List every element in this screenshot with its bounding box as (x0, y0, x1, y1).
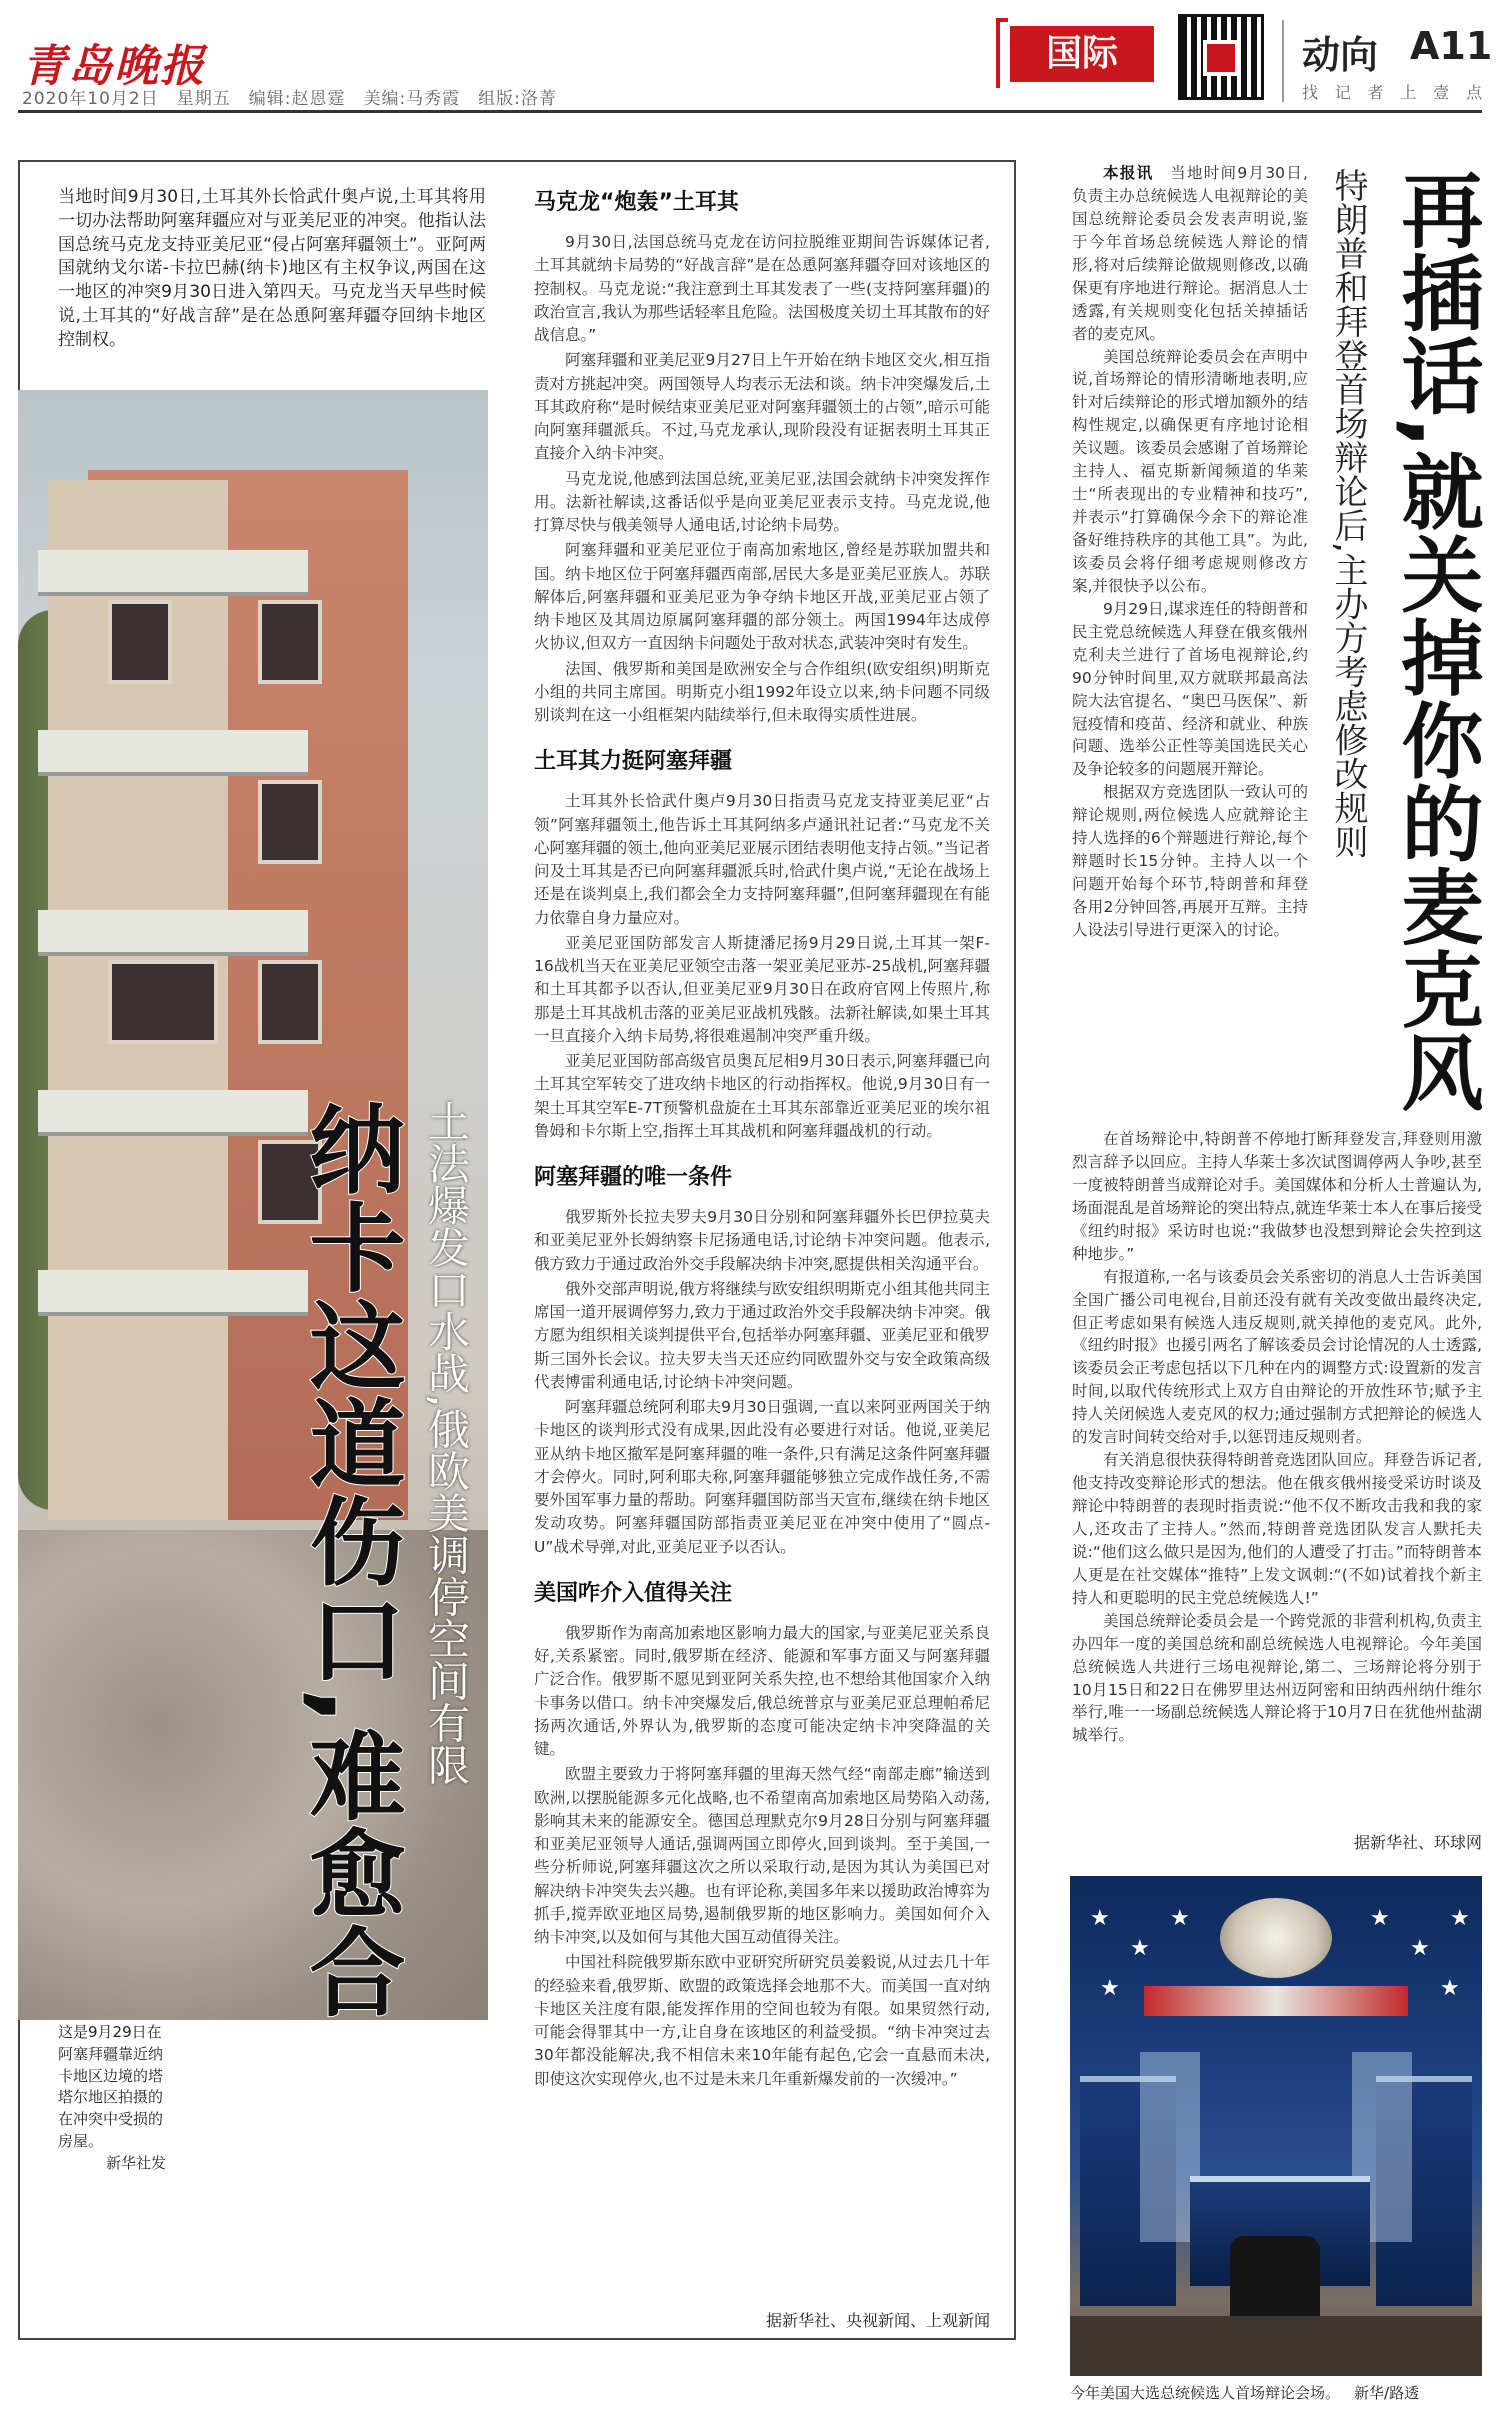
section-heading: 美国咋介入值得关注 (534, 1580, 733, 1606)
lead-tag: 本报讯 (1103, 164, 1154, 182)
paragraph: 阿塞拜疆和亚美尼亚9月27日上午开始在纳卡地区交火,相互指责对方挑起冲突。两国领导人均表示无法和谈。纳卡冲突爆发后,土耳其政府称“是时候结束亚美尼亚对阿塞拜疆领土的占领”,暗示可能向阿塞拜疆派兵。不过,马克龙承认,现阶段没有证据表明土耳其正直接介入纳卡冲突。 (534, 351, 990, 463)
paragraph: 法国、俄罗斯和美国是欧洲安全与合作组织(欧安组织)明斯克小组的共同主席国。明斯克小组1992年设立以来,纳卡问题不同级别谈判在这一小组框架内陆续举行,但未取得实质性进展。 (534, 659, 990, 724)
editor-label-char: 上 (1400, 83, 1417, 102)
newspaper-logo: 青岛晚报 (22, 41, 206, 92)
editor-labels (1302, 80, 1482, 103)
section-heading: 阿塞拜疆的唯一条件 (534, 1165, 733, 1190)
paragraph-text: 当地时间9月30日,负责主办总统候选人电视辩论的美国总统辩论委员会发表声明说,鉴于今年首场总统候选人辩论的情形,将对后续辩论做规则修改,以确保更有序地进行辩论。据消息人士透露,有关规则变化包括关掉插话者的麦克风。 (1072, 164, 1308, 343)
debate-body-narrow (1072, 162, 1308, 942)
paragraph: 根据双方竞选团队一致认可的辩论规则,两位候选人应就辩论主持人选择的6个辩题进行辩论,每个辩题时长15分钟。主持人以一个问题开始每个环节,特朗普和拜登各用2分钟回答,再展开互辩。主持人设法引导进行更深入的讨论。 (1072, 783, 1308, 939)
photo-caption (58, 2022, 166, 2174)
paragraph: 有关消息很快获得特朗普竞选团队回应。拜登告诉记者,他支持改变辩论形式的想法。他在俄亥俄州接受采访时谈及辩论中特朗普的表现时指责说:“他不仅不断攻击我和我的家人,还攻击了主持人。”然而,特朗普竞选团队发言人默托夫说:“他们这么做只是因为,他们的人遭受了打击。”而特朗普本人更是在社交媒体“推特”上发文讽刺:“(不如)试着找个新主持人和更聪明的民主党总统候选人!” (1072, 1451, 1482, 1607)
photo-credit: 新华社发 (105, 2153, 166, 2172)
debate-subheadline: 特朗普和拜登首场辩论后,主办方考虑修改规则 (1328, 168, 1368, 859)
section-heading: 土耳其力挺阿塞拜疆 (534, 749, 733, 775)
section-name: 动向 (1302, 33, 1379, 77)
paragraph: 9月29日,谋求连任的特朗普和民主党总统候选人拜登在俄亥俄州克利夫兰进行了首场电视辩论,约90分钟时间里,双方就联邦最高法院大法官提名、“奥巴马医保”、新冠疫情和疫苗、经济和就业、种族问题、选举公正性等美国选民关心及争论较多的问题展开辩论。 (1072, 599, 1309, 779)
paragraph: 有报道称,一名与该委员会关系密切的消息人士告诉美国全国广播公司电视台,目前还没有就有关改变做出最终决定,但正考虑如果有候选人违反规则,就关掉他的麦克风。此外,《纽约时报》也援引两名了解该委员会讨论情况的人士透露,该委员会正考虑包括以下几种在内的调整方式:设置新的发言时间,以取代传统形式上双方自由辩论的开放性环节;赋予主持人关闭候选人麦克风的权力;通过强制方式把辩论的候选人的发言时间转交给对手,以惩罚违反规则者。 (1072, 1267, 1482, 1447)
debate-photo-caption (1070, 2382, 1482, 2403)
paragraph: 美国总统辩论委员会是一个跨党派的非营利机构,负责主办四年一度的美国总统和副总统候选人电视辩论。今年美国总统候选人共进行三场电视辩论,第二、三场辩论将分别于10月15日和22日在佛罗里达州迈阿密和田纳西州纳什维尔举行,唯一一场副总统候选人辩论将于10月7日在犹他州盐湖城举行。 (1072, 1611, 1482, 1745)
paragraph: 俄罗斯外长拉夫罗夫9月30日分别和阿塞拜疆外长巴伊拉莫夫和亚美尼亚外长姆纳察卡尼扬通电话,讨论纳卡冲突问题。他表示,俄方致力于通过政治外交手段解决纳卡冲突,愿提供相关沟通平台。 (534, 1208, 990, 1273)
window (258, 600, 322, 684)
editor-label-char: 者 (1367, 83, 1384, 102)
section-heading: 马克龙“炮轰”土耳其 (534, 190, 739, 215)
qr-logo-icon (1203, 40, 1239, 76)
editor-label-char: 记 (1334, 83, 1351, 102)
paragraph (1072, 162, 1308, 346)
debate-stage-photo (1070, 1876, 1482, 2376)
top-rule (18, 110, 1482, 113)
feature-lead: 当地时间9月30日,土耳其外长恰武什奥卢说,土耳其将用一切办法帮助阿塞拜疆应对与亚美尼亚的冲突。他指认法国总统马克龙支持亚美尼亚“侵占阿塞拜疆领土”。亚阿两国就纳戈尔诺-卡拉巴赫(纳卡)地区有主权争议,两国在这一地区的冲突9月30日进入第四天。马克龙当天早些时候说,土耳其的“好战言辞”是在怂恿阿塞拜疆夺回纳卡地区控制权。 (58, 187, 486, 350)
editor-label-char: 点 (1465, 83, 1482, 102)
balcony (38, 730, 308, 776)
section-bracket-decoration (996, 18, 1008, 88)
feature-subheadline: 土法爆发口水战,俄欧美调停空间有限 (422, 1100, 471, 1786)
paragraph: 美国总统辩论委员会在声明中说,首场辩论的情形清晰地表明,应针对后续辩论的形式增加额外的结构性规定,以确保更有序地讨论相关议题。该委员会感谢了首场辩论主持人、福克斯新闻频道的华莱士“所表现出的专业精神和技巧”,并表示“打算确保今余下的辩论准备好维持秩序的其他工具”。为此,该委员会将仔细考虑规则修改方案,并很快予以公布。 (1072, 347, 1308, 595)
window (258, 960, 322, 1044)
balcony (38, 910, 308, 956)
stage-floor (1070, 2316, 1482, 2376)
feature-body-column (534, 186, 990, 2093)
photo-caption-text: 这是9月29日在阿塞拜疆靠近纳卡地区边境的塔塔尔地区拍摄的在冲突中受损的房屋。 (58, 2023, 164, 2150)
paragraph: 亚美尼亚国防部高级官员奥瓦尼相9月30日表示,阿塞拜疆已向土耳其空军转交了进攻纳卡地区的行动指挥权。他说,9月30日有一架土耳其空军E-7T预警机盘旋在土耳其东部靠近亚美尼亚的埃尔祖鲁姆和卡尔斯上空,指挥土耳其战机和阿塞拜疆战机的行动。 (534, 1052, 990, 1140)
paragraph: 土耳其外长恰武什奥卢9月30日指责马克龙支持亚美尼亚“占领”阿塞拜疆领土,他告诉土耳其阿纳多卢通讯社记者:“马克龙不关心阿塞拜疆的领土,他向亚美尼亚展示团结表明他支持占领。”当记者问及土耳其是否已向阿塞拜疆派兵时,恰武什奥卢说,“无论在战场上还是在谈判桌上,我们都会全力支持阿塞拜疆”,但阿塞拜疆现在有能力依靠自身力量应对。 (534, 792, 990, 927)
paragraph: 阿塞拜疆总统阿利耶夫9月30日强调,一直以来阿亚两国关于纳卡地区的谈判形式没有成果,因此没有必要进行对话。他说,亚美尼亚从纳卡地区撤军是阿塞拜疆的唯一条件,只有满足这条件阿塞拜疆才会停火。同时,阿利耶夫称,阿塞拜疆能够独立完成作战任务,不需要外国军事力量的帮助。阿塞拜疆国防部当天宣布,继续在纳卡地区发动攻势。阿塞拜疆国防部指责亚美尼亚在冲突中使用了“圆点-U”战术导弹,对此,亚美尼亚予以否认。 (534, 1398, 990, 1556)
editor-label-char: 找 (1302, 83, 1319, 102)
window (108, 600, 172, 684)
debate-photo-credit: 新华/路透 (1354, 2384, 1420, 2402)
paragraph: 马克龙说,他感到法国总统,亚美尼亚,法国会就纳卡冲突发挥作用。法新社解读,这番话似乎是向亚美尼亚表示支持。马克龙说,他打算尽快与俄美领导人通电话,讨论纳卡局势。 (534, 469, 990, 534)
paragraph: 欧盟主要致力于将阿塞拜疆的里海天然气经“南部走廊”输送到欧洲,以摆脱能源多元化战略,也不希望南高加索地区局势陷入动荡,影响其未来的能源安全。德国总理默克尔9月28日分别与阿塞拜疆和亚美尼亚领导人通话,强调两国立即停火,回到谈判。至于美国,一些分析师说,阿塞拜疆这次之所以采取行动,是因为其认为美国已对解决纳卡冲突失去兴趣。也有评论称,美国多年来以援助政治博弈为抓手,搅弄欧亚地区局势,遏制俄罗斯的地区影响力。美国如何介入纳卡冲突,以及如何与其他大国互动值得关注。 (534, 1765, 990, 1946)
feature-credit: 据新华社、央视新闻、上观新闻 (765, 2311, 990, 2330)
debate-credit: 据新华社、环球网 (1353, 1833, 1482, 1852)
seal-banner (1144, 1986, 1408, 2016)
debate-headline: 再插话,就关掉你的麦克风 (1388, 168, 1483, 1114)
debate-photo-caption-text: 今年美国大选总统候选人首场辩论会场。 (1070, 2384, 1341, 2402)
editor-label-char: 壹 (1433, 83, 1450, 102)
paragraph: 俄外交部声明说,俄方将继续与欧安组织明斯克小组其他共同主席国一道开展调停努力,致力于通过政治外交手段解决纳卡冲突。俄方愿为组织相关谈判提供平台,包括举办阿塞拜疆、亚美尼亚和俄罗斯三国外长会议。拉夫罗夫当天还应约同欧盟外交与安全政策高级代表博雷利通电话,讨论纳卡冲突问题。 (534, 1279, 990, 1391)
balcony (38, 550, 308, 596)
paragraph: 亚美尼亚国防部发言人斯捷潘尼扬9月29日说,土耳其一架F-16战机当天在亚美尼亚领空击落一架亚美尼亚苏-25战机,阿塞拜疆和土耳其都予以否认,但亚美尼亚9月30日在政府官网上传照片,称那是土耳其战机击落的亚美尼亚战机残骸。法新社解读,如果土耳其一旦直接介入纳卡局势,将很难遏制冲突严重升级。 (534, 933, 990, 1045)
paragraph: 俄罗斯作为南高加索地区影响力最大的国家,与亚美尼亚关系良好,关系紧密。同时,俄罗斯在经济、能源和军事方面又与阿塞拜疆广泛合作。俄罗斯不愿见到亚阿关系失控,也不想给其他国家介入纳卡事务以借口。纳卡冲突爆发后,俄总统普京与亚美尼亚总理帕希尼扬两次通话,外界认为,俄罗斯的态度可能决定纳卡冲突降温的关键。 (534, 1623, 990, 1758)
window (108, 960, 218, 1044)
header-divider (1282, 20, 1284, 102)
section-tag: 国际 (1010, 26, 1154, 82)
paragraph: 9月30日,法国总统马克龙在访问拉脱维亚期间告诉媒体记者,土耳其就纳卡局势的“好战言辞”是在怂恿阿塞拜疆夺回对该地区的控制权。马克龙说:“我注意到土耳其发表了一些(支持阿塞拜疆)的政治宣言,我认为那些话轻率且危险。法国极度关切土耳其散布的好战信息。” (534, 233, 990, 344)
paragraph: 在首场辩论中,特朗普不停地打断拜登发言,拜登则用激烈言辞予以回应。主持人华莱士多次试图调停两人争吵,甚至一度被特朗普当成辩论对手。美国媒体和分析人士普遍认为,场面混乱是首场辩论的突出特点,就连华莱士本人在事后接受《纽约时报》采访时也说:“我做梦也没想到辩论会失控到这种地步。” (1072, 1130, 1482, 1263)
paragraph: 阿塞拜疆和亚美尼亚位于南高加索地区,曾经是苏联加盟共和国。纳卡地区位于阿塞拜疆西南部,居民大多是亚美尼亚族人。苏联解体后,阿塞拜疆和亚美尼亚为争夺纳卡地区开战,亚美尼亚占领了纳卡地区及其周边原属阿塞拜疆的部分领土。两国1994年达成停火协议,但双方一直因纳卡问题处于敌对状态,武装冲突时有发生。 (534, 541, 990, 653)
eagle-seal-icon (1220, 1898, 1332, 1978)
window (258, 780, 322, 864)
feature-headline: 纳卡这道伤口,难愈合 (294, 1100, 406, 2021)
page-number: A11 (1410, 24, 1493, 68)
stars-backdrop: ★ ★ ★ ★ ★ ★ ★ ★ (1090, 1906, 1470, 2001)
dateline: 2020年10月2日 星期五 编辑:赵恩霆 美编:马秀霞 组版:洛菁 (22, 89, 557, 109)
debate-body-wide (1072, 1128, 1482, 1747)
paragraph: 中国社科院俄罗斯东欧中亚研究所研究员姜毅说,从过去几十年的经验来看,俄罗斯、欧盟的政策选择会地那不大。而美国一直对纳卡地区关注度有限,能发挥作用的空间也较为有限。如果贸然行动,可能会得罪其中一方,让自身在该地区的利益受损。“纳卡冲突过去30年都没能解决,我不相信未来10年能有起色,它会一直悬而未决,即使这次实现停火,也不过是未来几年重新爆发前的一次缓冲。” (534, 1953, 990, 2088)
